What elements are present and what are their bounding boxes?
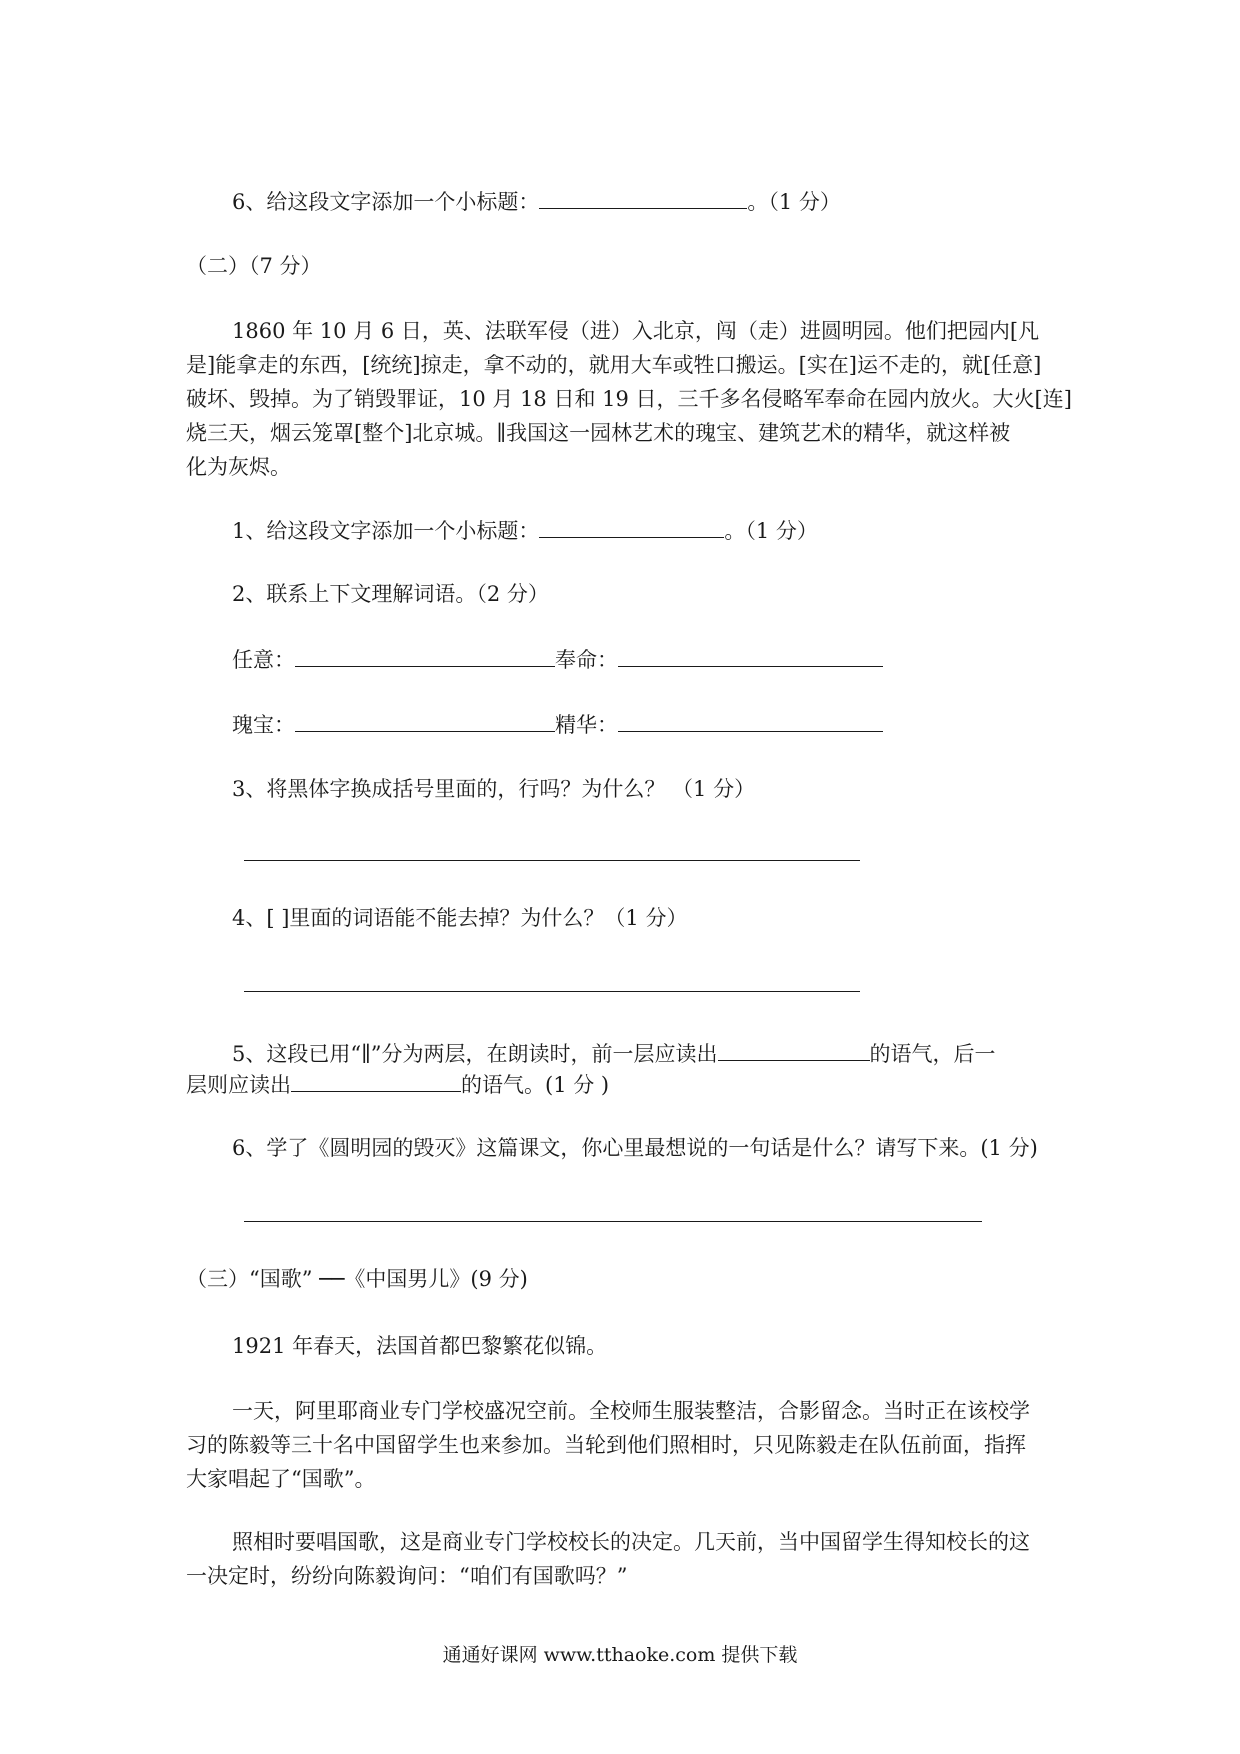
s2-q2-word-1: 任意： [232, 648, 295, 672]
s2-q2-row-1 [232, 644, 883, 675]
s2-question-4: 4、[ ]里面的词语能不能去掉？为什么？（1 分） [232, 906, 688, 930]
s2-passage-line: 破坏、毁掉。为了销毁罪证，10 月 18 日和 19 日，三千多名侵略军奉命在园内放火。大火[连] [186, 387, 1072, 411]
s2-passage-line: 烧三天，烟云笼罩[整个]北京城。∥我国这一园林艺术的瑰宝、建筑艺术的精华，就这样被 [186, 421, 1011, 445]
s1-q6-text: 6、给这段文字添加一个小标题： [232, 190, 540, 214]
s2-passage-line: 化为灰烬。 [186, 455, 291, 479]
s2-q5-text-a: 5、这段已用“∥”分为两层，在朗读时，前一层应读出 [232, 1042, 718, 1066]
s2-q5-blank-1[interactable] [718, 1038, 870, 1061]
s3-p3-line: 一决定时，纷纷向陈毅询问：“咱们有国歌吗？” [186, 1564, 628, 1588]
s1-q6-answer-blank[interactable] [539, 186, 747, 209]
s2-q2-word-2: 奉命： [555, 648, 618, 672]
s2-q1-text: 1、给这段文字添加一个小标题： [232, 519, 540, 543]
s2-question-3: 3、将黑体字换成括号里面的，行吗？为什么？ （1 分） [232, 777, 756, 801]
s2-q5-text-d: 的语气。(1 分 ) [461, 1073, 610, 1097]
s3-p2-line: 大家唱起了“国歌”。 [186, 1467, 376, 1491]
s2-q5-blank-2[interactable] [291, 1069, 461, 1092]
s3-p3-line: 照相时要唱国歌，这是商业专门学校校长的决定。几天前，当中国留学生得知校长的这 [232, 1530, 1030, 1554]
s1-q6-tail: 。（1 分） [747, 190, 841, 214]
s3-p2-line: 一天，阿里耶商业专门学校盛况空前。全校师生服装整洁，合影留念。当时正在该校学 [232, 1399, 1030, 1423]
s2-q2-blank-1[interactable] [295, 644, 555, 667]
s2-passage-line: 1860 年 10 月 6 日，英、法联军侵（进）入北京，闯（走）进圆明园。他们把园内[凡 [232, 319, 1040, 343]
s2-q5-text-c: 层则应读出 [186, 1073, 291, 1097]
page-footer: 通通好课网 www.tthaoke.com 提供下载 [442, 1644, 798, 1666]
section-3-heading: （三）“国歌” ──《中国男儿》(9 分) [186, 1267, 528, 1291]
s2-q2-blank-4[interactable] [618, 709, 883, 732]
s2-q2-word-3: 瑰宝： [232, 713, 295, 737]
s2-q2-blank-3[interactable] [295, 709, 555, 732]
s2-q3-answer-line[interactable] [244, 860, 860, 861]
s2-q2-word-4: 精华： [555, 713, 618, 737]
s2-question-6: 6、学了《圆明园的毁灭》这篇课文，你心里最想说的一句话是什么？请写下来。(1 分) [232, 1136, 1038, 1160]
s2-q2-blank-2[interactable] [618, 644, 883, 667]
s2-q1-tail: 。（1 分） [724, 519, 818, 543]
s2-q1-answer-blank[interactable] [539, 515, 724, 538]
s2-question-5-line-2 [186, 1069, 609, 1100]
s2-question-2: 2、联系上下文理解词语。（2 分） [232, 582, 549, 606]
s3-p2-line: 习的陈毅等三十名中国留学生也来参加。当轮到他们照相时，只见陈毅走在队伍前面，指挥 [186, 1433, 1026, 1457]
s2-q5-text-b: 的语气，后一 [869, 1042, 996, 1066]
s2-question-5-line-1 [232, 1038, 996, 1069]
s2-q2-row-2 [232, 709, 883, 740]
s2-q6-answer-line[interactable] [244, 1221, 982, 1222]
s3-paragraph-1: 1921 年春天，法国首都巴黎繁花似锦。 [232, 1334, 608, 1358]
s2-passage-line: 是]能拿走的东西，[统统]掠走，拿不动的，就用大车或牲口搬运。[实在]运不走的，就[任意] [186, 353, 1042, 377]
s2-question-1 [232, 515, 818, 546]
s2-q4-answer-line[interactable] [244, 991, 860, 992]
s1-question-6 [232, 186, 841, 217]
section-2-heading: （二）（7 分） [186, 254, 322, 278]
